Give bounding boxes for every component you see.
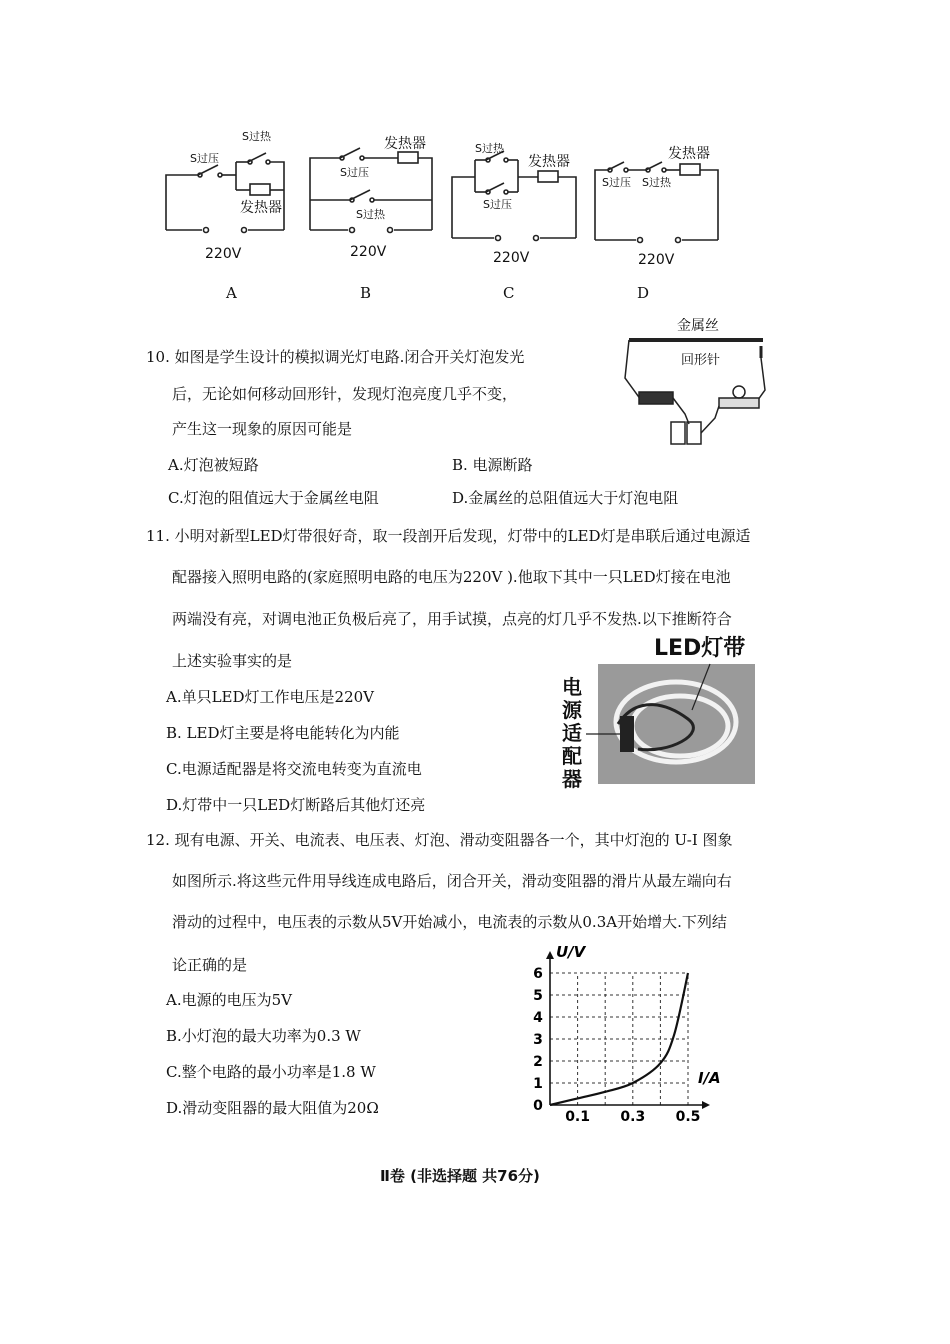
q12-option-b: B.小灯泡的最大功率为0.3 W	[166, 1027, 361, 1045]
circuit-d	[595, 162, 718, 243]
y-tick-label: 0	[533, 1098, 543, 1114]
wire-label: 金属丝	[677, 318, 719, 334]
q12-stem-line2: 如图所示.将这些元件用导线连成电路后，闭合开关，滑动变阻器的滑片从最左端向右	[172, 872, 732, 890]
a-s-guore-label: S过热	[242, 130, 271, 143]
x-tick-label: 0.3	[620, 1109, 646, 1125]
clip-label: 回形针	[681, 353, 721, 368]
x-tick-label: 0.5	[675, 1109, 701, 1125]
a-s-guoya-label: S过压	[190, 152, 219, 165]
y-tick-label: 1	[533, 1076, 543, 1092]
q10-option-b: B. 电源断路	[452, 456, 533, 474]
q11-stem-line1: 11. 小明对新型LED灯带很好奇，取一段剖开后发现，灯带中的LED灯是串联后通过电源适	[146, 527, 751, 545]
q11-stem-line4: 上述实验事实的是	[172, 652, 293, 670]
q10-stem-line1: 10. 如图是学生设计的模拟调光灯电路.闭合开关灯泡发光	[146, 348, 525, 366]
c-heater-label: 发热器	[528, 154, 570, 170]
q12-option-c: C.整个电路的最小功率是1.8 W	[166, 1063, 376, 1081]
circuit-a	[166, 153, 284, 233]
q11-led-photo	[560, 636, 755, 791]
section-title: Ⅱ卷 (非选择题 共76分)	[380, 1167, 540, 1185]
c-s-guoya-label: S过压	[483, 198, 512, 211]
y-tick-label: 6	[533, 966, 543, 982]
q12-stem-line3: 滑动的过程中，电压表的示数从5V开始减小，电流表的示数从0.3A开始增大.下列结	[172, 913, 727, 931]
adapter-char-2: 源	[562, 698, 582, 722]
x-tick-label: 0.1	[565, 1109, 591, 1125]
led-strip-label: LED灯带	[654, 636, 746, 661]
adapter-char-4: 配	[562, 744, 582, 768]
q10-option-d: D.金属丝的总阻值远大于灯泡电阻	[452, 489, 679, 507]
q9-option-d: D	[637, 284, 650, 302]
adapter-char-5: 器	[562, 767, 582, 791]
q11-option-c: C.电源适配器是将交流电转变为直流电	[166, 760, 422, 778]
y-tick-label: 4	[533, 1010, 543, 1026]
x-axis-label: I/A	[698, 1069, 721, 1087]
q11-stem-line2: 配器接入照明电路的(家庭照明电路的电压为220V ).他取下其中一只LED灯接在电池	[172, 568, 731, 586]
q12-option-d: D.滑动变阻器的最大阻值为20Ω	[166, 1099, 379, 1117]
c-voltage-label: 220V	[493, 250, 530, 266]
b-s-guore-label: S过热	[356, 208, 385, 221]
d-s-guoya-label: S过压	[602, 176, 631, 189]
q11-option-b: B. LED灯主要是将电能转化为内能	[166, 724, 400, 742]
a-heater-label: 发热器	[240, 200, 282, 216]
q11-stem-line3: 两端没有亮，对调电池正负极后亮了，用手试摸，点亮的灯几乎不发热.以下推断符合	[172, 610, 732, 628]
q9-option-c: C	[503, 284, 515, 302]
c-s-guore-label: S过热	[475, 142, 504, 155]
q10-dimmer-figure	[615, 318, 785, 458]
q9-option-b: B	[360, 284, 372, 302]
d-s-guore-label: S过热	[642, 176, 671, 189]
d-heater-label: 发热器	[668, 146, 710, 162]
b-s-guoya-label: S过压	[340, 166, 369, 179]
y-axis-arrow	[546, 951, 554, 959]
y-tick-label: 2	[533, 1054, 543, 1070]
q11-option-a: A.单只LED灯工作电压是220V	[166, 688, 375, 706]
adapter-char-1: 电	[562, 675, 582, 699]
chart-grid	[550, 973, 688, 1105]
x-axis-arrow	[702, 1101, 710, 1109]
label-pointers	[560, 636, 755, 784]
a-voltage-label: 220V	[205, 246, 242, 262]
y-tick-label: 5	[533, 988, 543, 1004]
q12-stem-line1: 12. 现有电源、开关、电流表、电压表、灯泡、滑动变阻器各一个，其中灯泡的 U-I 图象	[146, 831, 733, 849]
q10-stem-line3: 产生这一现象的原因可能是	[172, 420, 353, 438]
y-tick-label: 3	[533, 1032, 543, 1048]
chart-ticks	[533, 966, 700, 1125]
q12-stem-line4: 论正确的是	[172, 956, 248, 974]
y-axis-label: U/V	[556, 943, 586, 961]
d-voltage-label: 220V	[638, 252, 675, 268]
q12-option-a: A.电源的电压为5V	[166, 991, 292, 1009]
q10-stem-line2: 后，无论如何移动回形针，发现灯泡亮度几乎不变，	[172, 385, 518, 403]
q10-option-a: A.灯泡被短路	[168, 456, 259, 474]
q12-ui-chart	[520, 935, 740, 1125]
b-voltage-label: 220V	[350, 244, 387, 260]
b-heater-label: 发热器	[384, 136, 426, 152]
q9-circuits	[150, 120, 730, 280]
q10-option-c: C.灯泡的阻值远大于金属丝电阻	[168, 489, 379, 507]
q9-option-a: A	[226, 284, 237, 302]
q11-option-d: D.灯带中一只LED灯断路后其他灯还亮	[166, 796, 426, 814]
adapter-char-3: 适	[562, 721, 582, 745]
